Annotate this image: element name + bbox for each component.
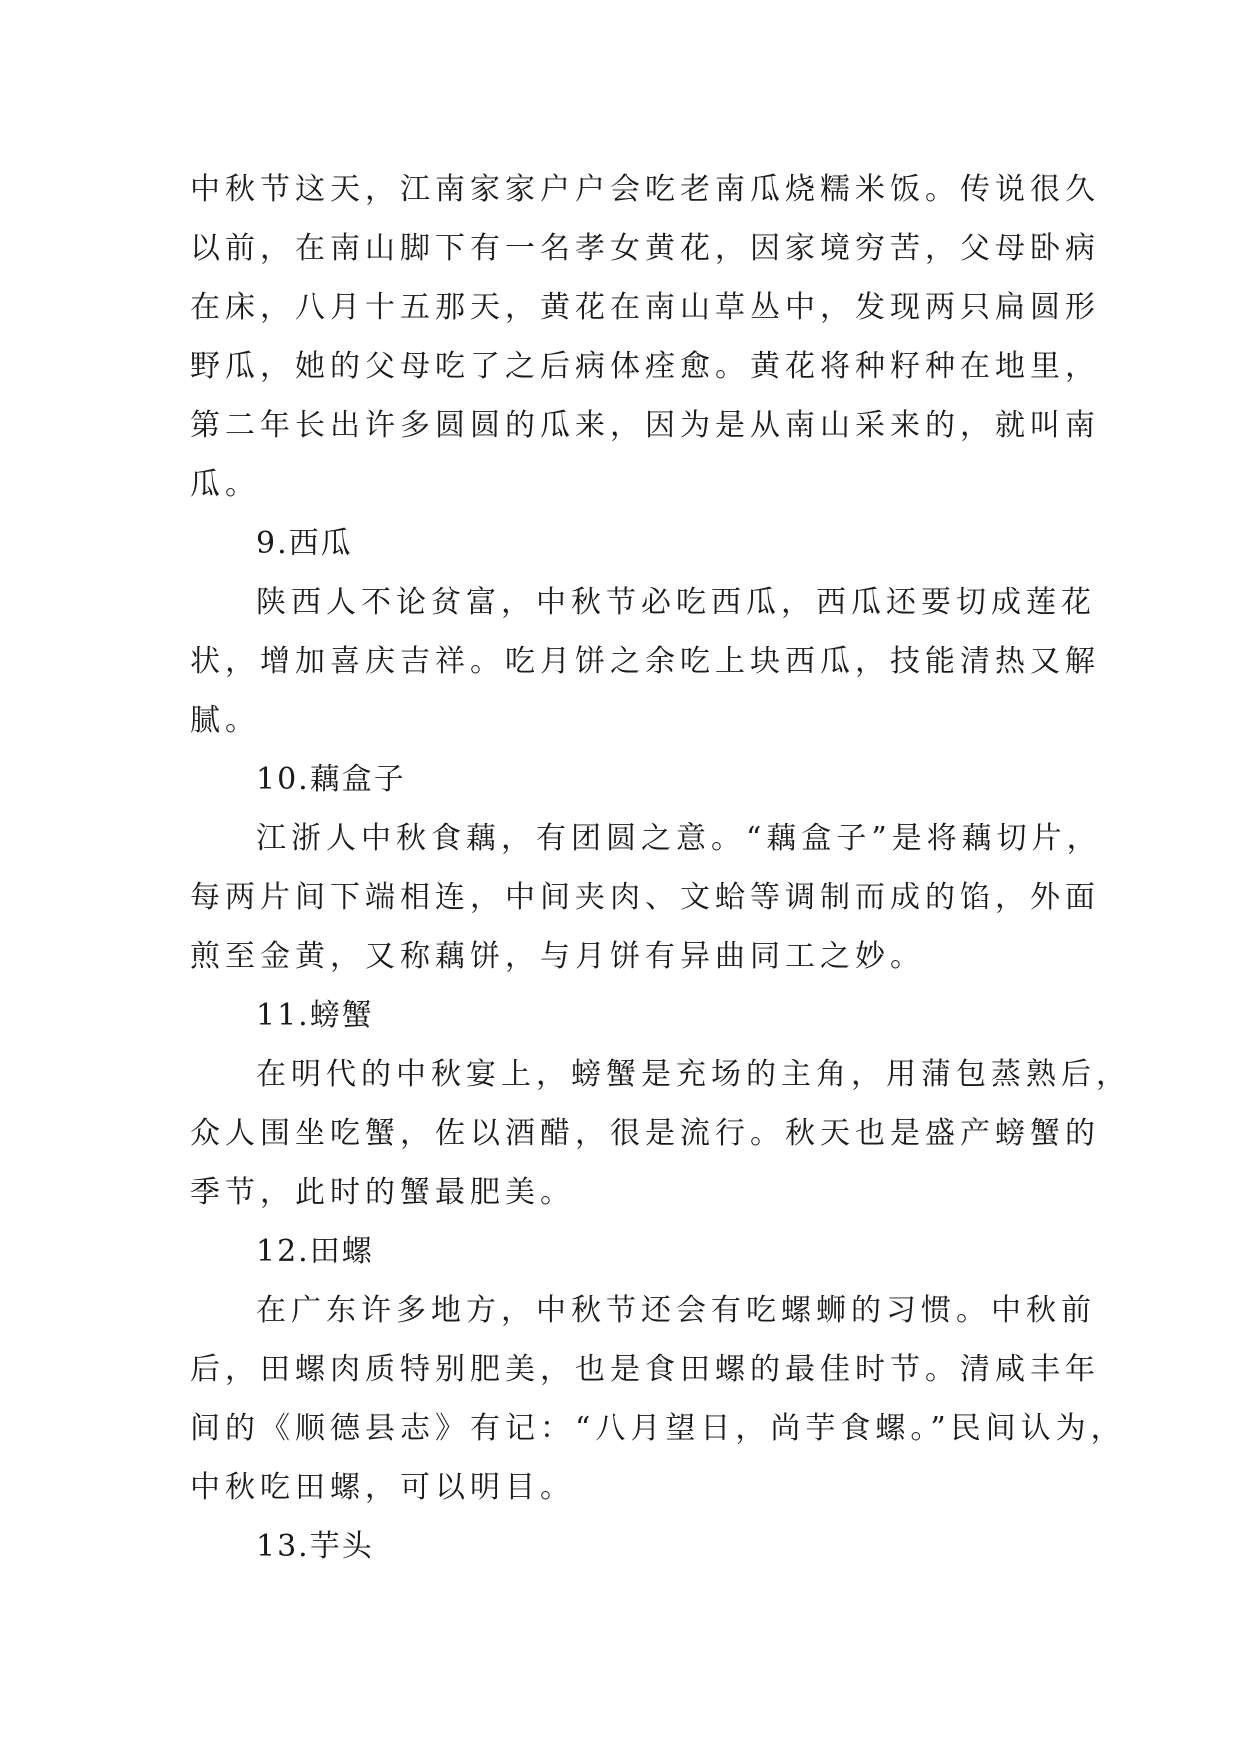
paragraph-line: 野瓜，她的父母吃了之后病体痊愈。黄花将种籽种在地里， [190,349,1100,384]
paragraph-line: 瓜。 [190,467,260,502]
section-heading-crab: 11.螃蟹 [256,998,374,1033]
paragraph-line: 众人围坐吃蟹，佐以酒醋，很是流行。秋天也是盛产螃蟹的 [190,1116,1100,1151]
paragraph-line: 每两片间下端相连，中间夹肉、文蛤等调制而成的馅，外面 [190,880,1100,915]
paragraph-line: 江浙人中秋食藕，有团圆之意。“藕盒子”是将藕切片， [256,821,1102,856]
document-body [190,160,1131,1576]
section-heading-taro: 13.芋头 [256,1529,374,1564]
section-heading-field-snail: 12.田螺 [256,1234,374,1269]
paragraph-line: 在明代的中秋宴上，螃蟹是充场的主角，用蒲包蒸熟后， [256,1057,1131,1092]
paragraph-line: 后，田螺肉质特别肥美，也是食田螺的最佳时节。清咸丰年 [190,1352,1100,1387]
paragraph-line: 陕西人不论贫富，中秋节必吃西瓜，西瓜还要切成莲花 [256,585,1096,620]
paragraph-line: 在广东许多地方，中秋节还会有吃螺蛳的习惯。中秋前 [256,1293,1096,1328]
paragraph-line: 煎至金黄，又称藕饼，与月饼有异曲同工之妙。 [190,939,925,974]
paragraph-line: 第二年长出许多圆圆的瓜来，因为是从南山采来的，就叫南 [190,408,1100,443]
paragraph-line: 腻。 [190,703,260,738]
paragraph-line: 间的《顺德县志》有记：“八月望日，尚芋食螺。”民间认为， [190,1411,1126,1446]
section-heading-lotus-box: 10.藕盒子 [256,762,406,797]
paragraph-line: 季节，此时的蟹最肥美。 [190,1175,575,1210]
paragraph-line: 中秋节这天，江南家家户户会吃老南瓜烧糯米饭。传说很久 [190,172,1100,207]
paragraph-line: 在床，八月十五那天，黄花在南山草丛中，发现两只扁圆形 [190,290,1100,325]
paragraph-line: 以前，在南山脚下有一名孝女黄花，因家境穷苦，父母卧病 [190,231,1100,266]
paragraph-line: 状，增加喜庆吉祥。吃月饼之余吃上块西瓜，技能清热又解 [190,644,1100,679]
section-heading-watermelon: 9.西瓜 [256,526,353,561]
paragraph-line: 中秋吃田螺，可以明目。 [190,1470,575,1505]
